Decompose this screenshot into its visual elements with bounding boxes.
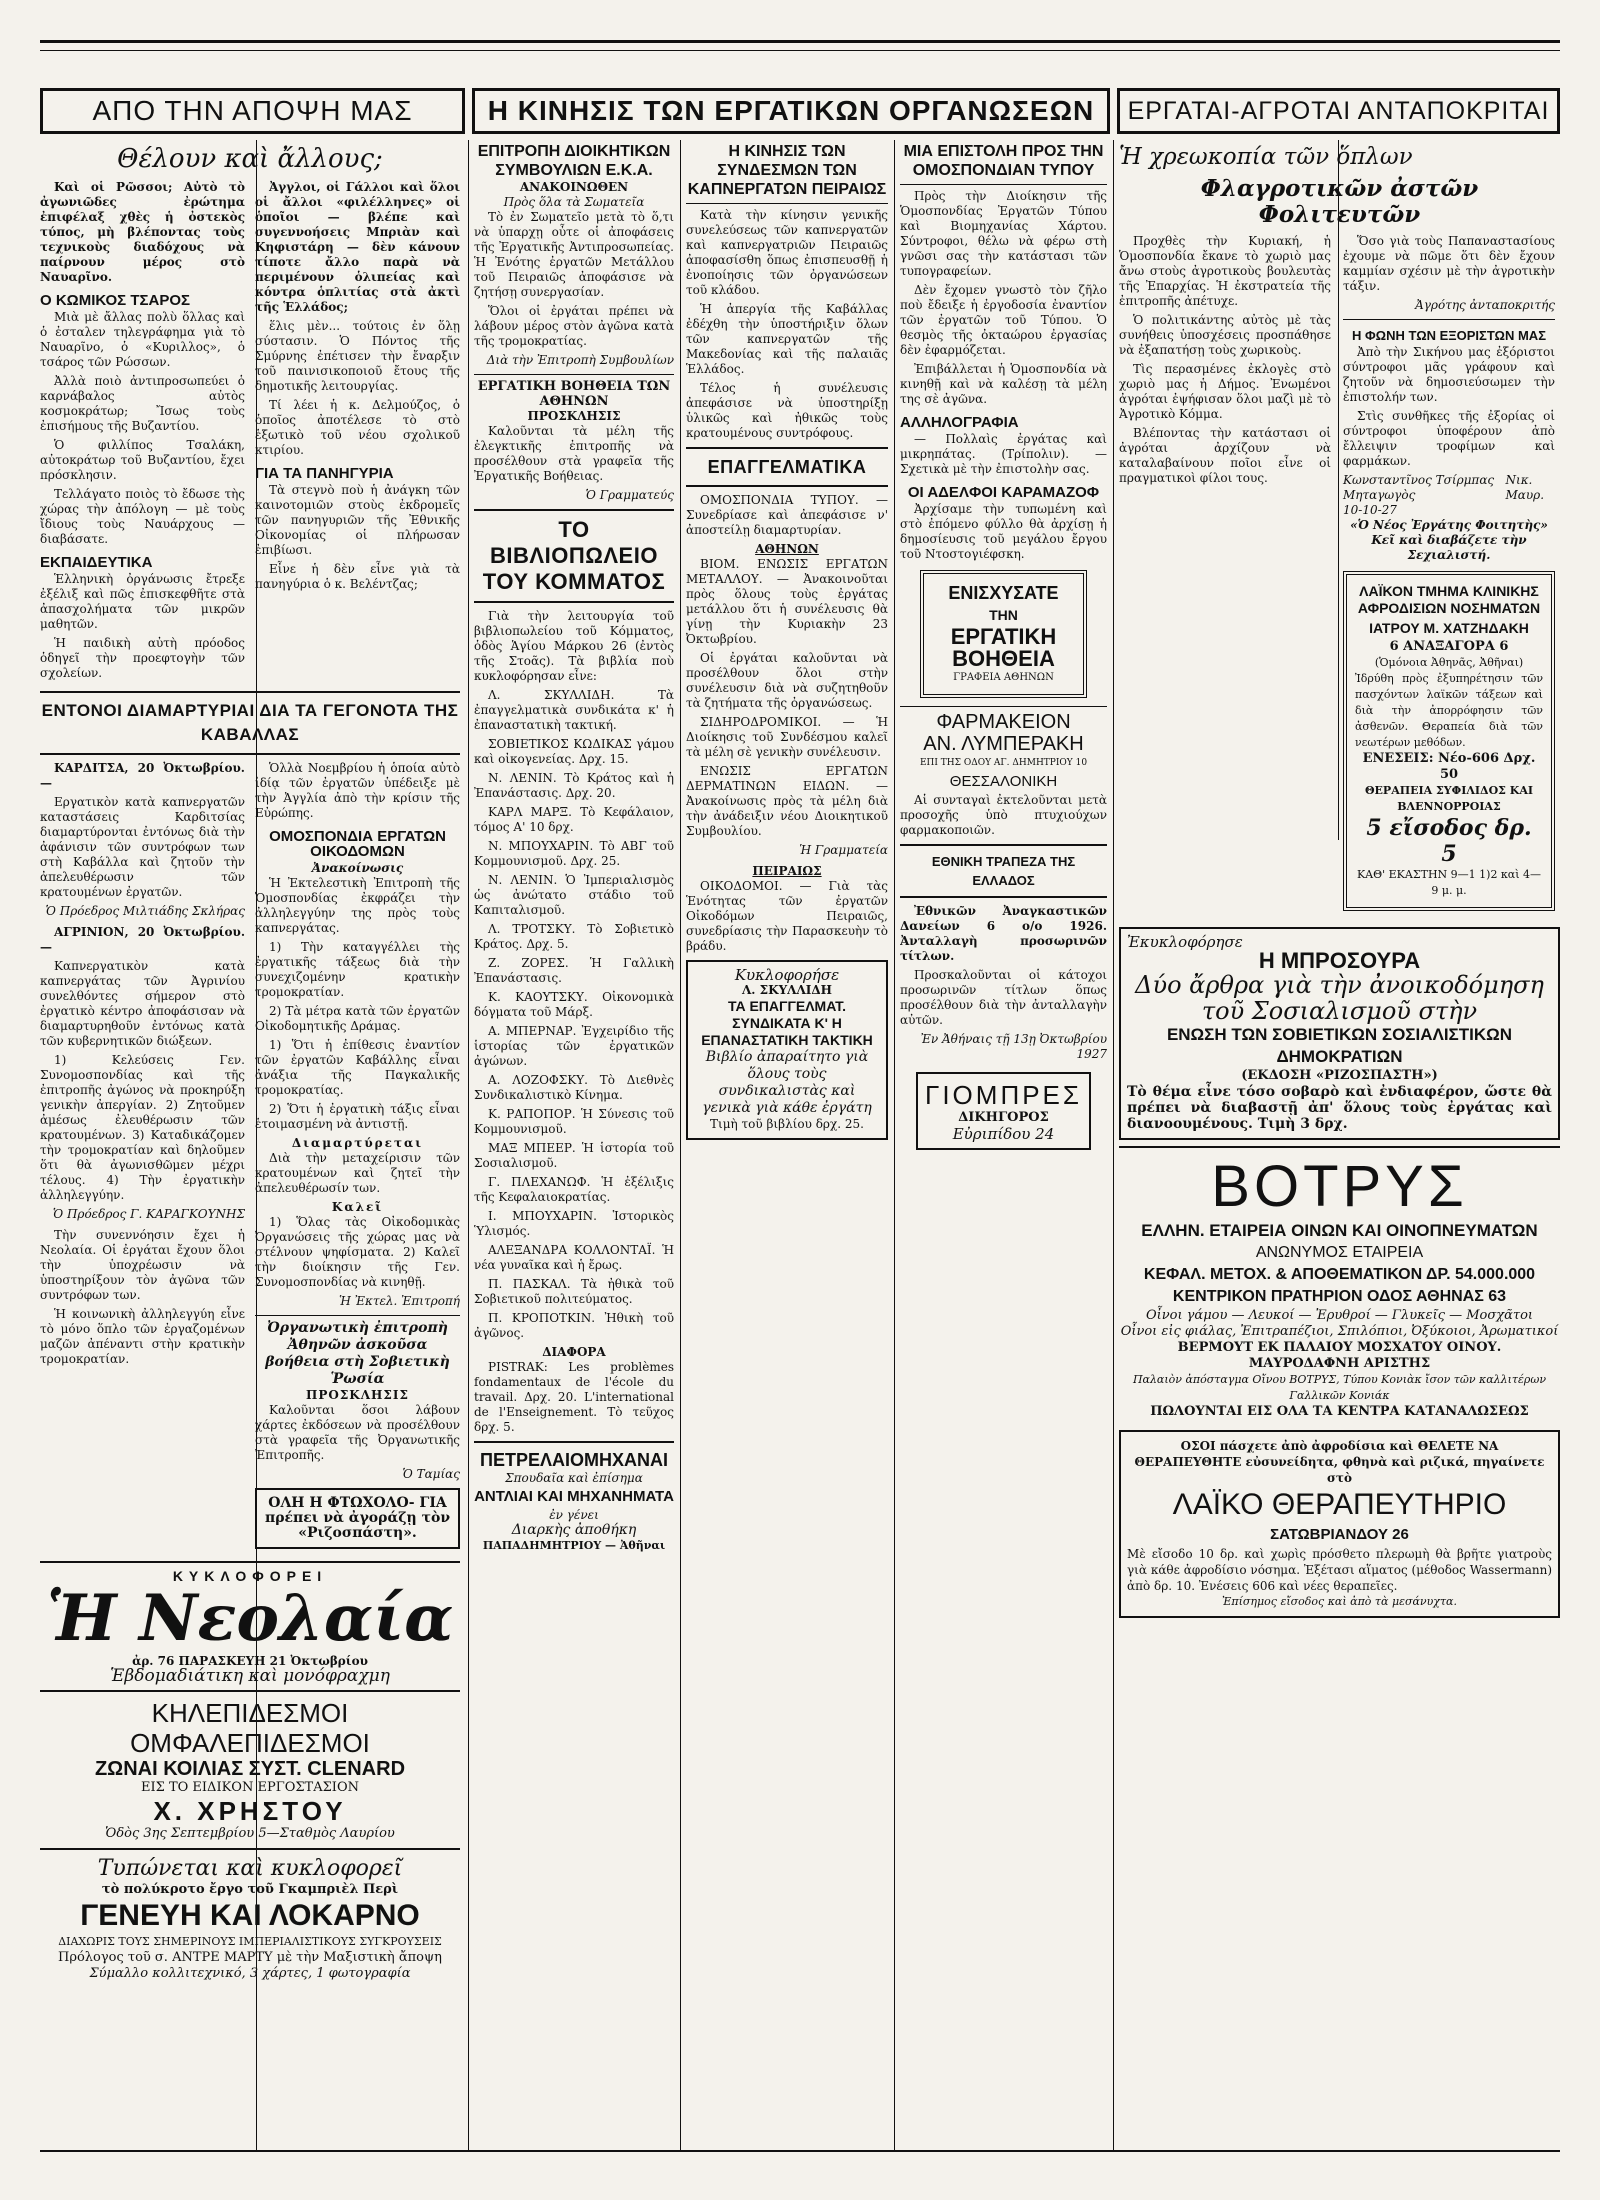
ad-line: τοῦ Σοσιαλισμοῦ στὴν [1201, 997, 1478, 1025]
book-entry: Γ. ΠΛΕΧΑΝΩΦ. Ἡ ἐξέλιξις τῆς Κεφαλαιοκρατίας. [474, 1175, 674, 1204]
column-rule [1113, 140, 1114, 2150]
dateline: ΑΓΡΙΝΙΟΝ, 20 Ὀκτωβρίου. — [40, 925, 245, 954]
book-entry: ΑΛΕΞΑΝΔΡΑ ΚΟΛΛΟΝΤΑΪ. Ἡ νέα γυναῖκα καὶ ἡ ἔρως. [474, 1243, 674, 1272]
ad-line: Κυκλοφορήσε [734, 966, 840, 984]
divider [900, 896, 1107, 898]
top-rule-thin [40, 50, 1560, 51]
article-paragraph: 1) Τὴν καταγγέλλει τὴς ἐργατικῆς τάξεως διὰ τὴν συνεχιζομένην κρατικὴν τρομοκρατίαν. [255, 940, 460, 999]
divider [686, 203, 888, 204]
subheading: ΕΡΓΑΤΙΚΗ ΒΟΗΘΕΙΑ ΤΩΝ ΑΘΗΝΩΝ [477, 379, 671, 409]
bottom-rule [40, 2150, 1560, 2152]
ad-line: Τιμὴ τοῦ βιβλίου δρχ. 25. [710, 1117, 864, 1131]
article-paragraph: Εργατικὸν κατὰ καπνεργατῶν καταστάσεις Καρδιτσίας διαμαρτύρονται ἐντόνως διὰ τὴν ἀφάνισιν τῶν συντρόφων των στὴ Καβάλλα καὶ ζητοῦν τὴν ἀπελευθέρωσιν τῶν κρατουμένων ἐργατῶν. [40, 795, 245, 899]
ad-line: τὸ πολύκροτο ἔργο τοῦ Γκαμπριὲλ Περὶ [101, 1882, 399, 1897]
divider [1119, 1146, 1560, 1148]
section-heading: ΟΙ ΑΔΕΛΦΟΙ ΚΑΡΑΜΑΖΟΦ [907, 484, 1100, 501]
article-paragraph: ΕΝΩΣΙΣ ΕΡΓΑΤΩΝ ΔΕΡΜΑΤΙΝΩΝ ΕΙΔΩΝ. — Ἀνακοίνωσις πρὸς τὰ μέλη διὰ τὴν ἀνάδειξιν νέου Διοικητικοῦ Συμβουλίου. [686, 764, 888, 838]
column-3 [474, 142, 674, 2142]
article-paragraph: Κατὰ τὴν κίνησιν γενικῆς συνελεύσεως τῶν καπνεργατῶν καὶ καπνεργατριῶν Πειραιῶς ἀποφασίσθη ὅπως ἐπισπευσθῇ ἡ ἐνοποίησις τῶν ὀργανώσεων τοῦ κλάδου. [686, 208, 888, 297]
ad-line: ΠΑΠΑΔΗΜΗΤΡΙΟΥ — Ἀθῆναι [482, 1539, 666, 1552]
ad-line: 5 εἴσοδος δρ. 5 [1366, 815, 1532, 867]
article-paragraph: Ἡ παιδικὴ αὐτὴ πρόοδος ὁδηγεῖ τὴν προεφτογὴν τῶν σχολείων. [40, 636, 245, 680]
ad-line: ΟΜΦΑΛΕΠΙΔΕΣΜΟΙ [130, 1728, 370, 1758]
article-paragraph: Μιὰ μὲ ἄλλας πολὺ ὅλλας καὶ ὁ ἐσταλεν τηλεγράφημα γιὰ τὸ Ναυαρῖνο, ὁ «Κυριλλος», ὁ τσάρος τῶν Ρώσσων. [40, 310, 245, 369]
ad-line: ΛΑΪΚΟ ΘΕΡΑΠΕΥΤΗΡΙΟ [1172, 1488, 1507, 1521]
section-heading: ΑΛΛΗΛΟΓΡΑΦΙΑ [900, 414, 1019, 431]
article-paragraph: Τὸ ἐν Σωματεῖο μετὰ τὸ ὅ,τι νὰ ὑπαρχῃ οὖτε οἱ ἀποφάσεις τῆς Ἐργατικῆς Ἀντιπροσωπείας. Ἡ Ἐνότης ἐργατῶν Μετάλλου τοῦ Πειραιῶς ἀποφάσισε νὰ ζητήσῃ συνεργασίαν. [474, 210, 674, 299]
ad-line: Μὲ εἴσοδο 10 δρ. καὶ χωρὶς πρόσθετο πλερωμὴ θὰ βρῆτε γιατροὺς γιὰ κάθε ἀφροδίσιο νόσημα. Ἐξέτασι αἵματος (μέθοδος Wassermann) ἀπὸ δρ. 10. Ἐνέσεις 606 καὶ νέες θεραπεῖες. [1127, 1547, 1552, 1593]
divider [900, 844, 1107, 846]
two-col-block [40, 761, 460, 1555]
ad-line: ἐν γένει [549, 1508, 599, 1522]
divider [474, 374, 674, 375]
article-paragraph: Ὁ φιλλίπος Τσαλάκη, αὐτοκράτωρ τοῦ Βυζαντίου, ἔχει πρόσκλησιν. [40, 438, 245, 482]
article-paragraph: Τὰ στεγνὸ ποὺ ἡ ἀνάγκη τῶν καινοτομιῶν στοὺς ἐκδρομεῖς τῶν πανηγυριῶν τῆς Ἐθνικῆς Οἰκονομίας οἱ πλήρωσαν ἐπιβίωσι. [255, 483, 460, 557]
divider [474, 601, 674, 603]
article-paragraph: Ἡ κοινωνικὴ ἀλληλεγγύη εἶνε τὸ μόνο ὅπλο τῶν ἐργαζομένων μαζῶν ἀπέναντι στὴν κρατικὴν τρομοκρατίαν. [40, 1307, 245, 1366]
banner-right [1117, 88, 1560, 134]
article-paragraph: PISTRAK: Les problèmes fondamentaux de l'école du travail. Δρχ. 20. L'international de l'Enseignement. Τὸ τεῦχος δρχ. 5. [474, 1360, 674, 1434]
article-paragraph: Τὴν συνεννόησιν ἔχει ἡ Νεολαία. Οἱ ἐργάται ἔχουν ὅλοι τὴν ὑποχρέωσιν νὰ ὑποστηρίξουν τὸν ἀγῶνα τῶν συντρόφων των. [40, 1228, 245, 1302]
divider [474, 1441, 674, 1443]
article-paragraph: ΟΙΚΟΔΟΜΟΙ. — Γιὰ τὰς Ἑνότητας τῶν ἐργατῶν Οἰκοδόμων Πειραιῶς, συνεδρίασις τὴν Παρασκευὴν τὸ βράδυ. [686, 879, 888, 953]
ad-line: ΔΙΚΗΓΟΡΟΣ [958, 1110, 1049, 1125]
column-rule [468, 140, 469, 2150]
section-heading: ΕΚΠΑΙΔΕΥΤΙΚΑ [40, 554, 153, 571]
ad-line: ΦΑΡΜΑΚΕΙΟΝ [936, 711, 1071, 733]
section-heading: Η ΦΩΝΗ ΤΩΝ ΕΞΟΡΙΣΤΩΝ ΜΑΣ [1352, 328, 1546, 343]
ad-line: ΚΕΦΑΛ. ΜΕΤΟΧ. & ΑΠΟΘΕΜΑΤΙΚΟΝ ΔΡ. 54.000.000 [1143, 1266, 1536, 1283]
subheading: ΑΝΑΚΟΙΝΩΘΕΝ [519, 180, 629, 194]
article-paragraph: Διὰ τὴν μεταχείρισιν τῶν κρατουμένων καὶ ζητεῖ τὴν ἀπελευθέρωσίν των. [255, 1151, 460, 1195]
divider [686, 485, 888, 487]
subheading: Ἀνακοίνωσις [311, 861, 404, 875]
ad-line: Διαρκὴς ἀποθήκη [511, 1522, 637, 1538]
divider [900, 706, 1107, 707]
ad-line: Εὐριπίδου 24 [952, 1125, 1055, 1143]
two-col-block [1119, 234, 1560, 919]
divider [40, 1561, 460, 1563]
banner-left [40, 88, 465, 134]
ad-line: Χ. ΧΡΗΣΤΟΥ [153, 1796, 347, 1826]
ad-line: ΚΕΝΤΡΙΚΟΝ ΠΡΑΤΗΡΙΟΝ ΟΔΟΣ ΑΘΗΝΑΣ 63 [1172, 1288, 1507, 1305]
ad-line: ΚΗΛΕΠΙΔΕΣΜΟΙ [151, 1698, 349, 1728]
ad-line: Παλαιὸν ἀπόσταγμα Οἴνου ΒΟΤΡΥΣ, Τύπου Κονιὰκ ἴσον τῶν καλλιτέρων Γαλλικῶν Κονιάκ [1132, 1373, 1547, 1402]
left-section [40, 142, 460, 2142]
headline: ΕΠΑΓΓΕΛΜΑΤΙΚΑ [707, 457, 867, 477]
article-paragraph: 1) Κελεύσεις Γεν. Συνομοσπονδίας καὶ τῆς ἐπιτροπῆς ἀγώνος νὰ προκηρύξη γενικὴν ἀπεργίαν. 2) Ζητοῦμεν ἀμέσως ἐλευθέρωσιν τῶν κρατουμένων. 3) Καταδικάζομεν τὴν τρομοκρατίαν καὶ δηλοῦμεν ὅτι θὰ ἀγωνισθῶμεν μέχρι τέλους. 4) Τὴν ἐργατικὴν ἀλληλεγγύην. [40, 1053, 245, 1202]
column-rule [894, 140, 895, 2150]
signature-row [1343, 473, 1555, 503]
article-paragraph: Ἀπὸ τὴν Σικήνου μας ἐξόριστοι σύντροφοι μᾶς γράφουν καὶ ζητοῦν νὰ δημοσιεύσωμεν τὴν ἐπιστολήν των. [1343, 345, 1555, 404]
ad-line: ΘΕΡΑΠΕΙΑ ΣΥΦΙΛΙΔΟΣ ΚΑΙ ΒΛΕΝΝΟΡΡΟΙΑΣ [1364, 784, 1534, 813]
article-paragraph: Ἑλληνικὴ ὀργάνωσις ἔτρεξε ἐξέλιξ καὶ πῶς ἐπισκεφθῆτε στὰ ἀπασχολήματα τῶν μικρῶν μαθητῶν. [40, 572, 245, 631]
banner-center [472, 88, 1110, 134]
signature: Ὁ Γραμματεύς [585, 488, 674, 502]
article-paragraph: Τελλάγατο ποιὸς τὸ ἔδωσε τὴς χώρας τὴν ἀπόλογη — μὲ τοὺς ἴδιους τοὺς Ναυάρχους — διαβάσατε. [40, 487, 245, 546]
ad-line: ΑΝΤΛΙΑΙ ΚΑΙ ΜΗΧΑΝΗΜΑΤΑ [474, 1488, 674, 1505]
section-heading: ΟΜΟΣΠΟΝΔΙΑ ΕΡΓΑΤΩΝ ΟΙΚΟΔΟΜΩΝ [269, 828, 446, 860]
article-paragraph: Προσκαλοῦνται οἱ κάτοχοι προσωρινῶν τίτλων ὅπως προσέλθουν διὰ τὴν ἀνταλλαγὴν αὐτῶν. [900, 968, 1107, 1027]
ad-line: ΠΕΤΡΕΛΑΙΟΜΗΧΑΝΑΙ [479, 1450, 668, 1470]
ad-line: ΖΩΝΑΙ ΚΟΙΛΙΑΣ ΣΥΣΤ. CLENARD [94, 1758, 406, 1780]
section-heading: ΕΠΙΤΡΟΠΗ ΔΙΟΙΚΗΤΙΚΩΝ ΣΥΜΒΟΥΛΙΩΝ Ε.Κ.Α. [477, 143, 671, 179]
signature: «Ὁ Νέος Ἐργάτης Φοιτητὴς» [1350, 518, 1548, 532]
divider [900, 184, 1107, 185]
ad-line: ΔΙΑΧΩΡΙΣ ΤΟΥΣ ΣΗΜΕΡΙΝΟΥΣ ΙΜΠΕΡΙΑΛΙΣΤΙΚΟΥΣ ΣΥΓΚΡΟΥΣΕΙΣ [58, 1935, 442, 1948]
ad-line: Ἐκυκλοφόρησε [1127, 933, 1243, 951]
ad-line: Βιβλίο ἀπαραίτητο γιὰ ὅλους τοὺς συνδικαλιστὰς καὶ γενικὰ γιὰ κάθε ἐργάτη [702, 1049, 872, 1116]
ad-line: (Ὁμόνοια Ἀθηνᾶς, Ἀθῆναι) [1374, 656, 1524, 669]
book-entry: Ζ. ΖΟΡΕΣ. Ἡ Γαλλικὴ Ἐπανάστασις. [474, 956, 674, 985]
article-paragraph: Ἡ Ἐκτελεστικὴ Ἐπιτροπὴ τῆς Ὁμοσπονδίας ἐκφράζει τὴν ἀλληλεγγύην της πρὸς τοὺς καπνεργάτας. [255, 876, 460, 935]
ad-line: Οἶνοι γάμου — Λευκοί — Ἐρυθροί — Γλυκεῖς — Μοσχᾶτοι [1145, 1308, 1534, 1323]
article-paragraph: Τὶς περασμένες ἐκλογὲς στὸ χωριὸ μας ἡ Δήμος. Ἐνωμένοι ἀγρόται ἐψήφισαν ὅλοι μαζὶ μὲ τὸ Ἀγροτικὸ Κόμμα. [1119, 362, 1331, 421]
ad-line: ΤΗΝ [989, 607, 1018, 623]
article-paragraph: Ἀλλὰ ποιὸ ἀντιπροσωπεύει ὁ καρνάβαλος αὐτὸς κοσμοκράτωρ; Ἴσως τοὺς ἐπισήμους τῆς Βυζαντίου. [40, 374, 245, 433]
divider [40, 1848, 460, 1850]
ad-line: (ΕΚΔΟΣΗ «ΡΙΖΟΣΠΑΣΤΗ») [1241, 1068, 1438, 1083]
date-line: 10-10-27 [1343, 503, 1397, 517]
votrys-wordmark: ΒΟΤΡΥΣ [1211, 1154, 1468, 1219]
book-entry: Ν. ΛΕΝΙΝ. Ὁ Ἰμπεριαλισμὸς ὡς ἀνώτατο στάδιο τοῦ Καπιταλισμοῦ. [474, 873, 674, 917]
ad-line: ΜΑΥΡΟΔΑΦΝΗ ΑΡΙΣΤΗΣ [1248, 1356, 1431, 1371]
article-paragraph: Προχθὲς τὴν Κυριακή, ἡ Ὁμοσπονδία ἔκανε τὸ χωριὸ μας ἄνω στοὺς ἀγροτικοὺς βουλευτὰς τῆς Ἐπαρχίας. Ἡ ἐκστρατεία τῆς ἐπιτροπῆς ἀπέτυχε. [1119, 234, 1331, 308]
article-paragraph: Καλοῦνται τὰ μέλη τῆς ἐλεγκτικῆς ἐπιτροπῆς νὰ προσέλθουν στὰ γραφεῖα τῆς Ἐργατικῆς Βοήθειας. [474, 424, 674, 483]
book-title: ΓΕΝΕΥΗ ΚΑΙ ΛΟΚΑΡΝΟ [80, 1899, 420, 1932]
column-4 [686, 142, 888, 2142]
article-paragraph: Στὶς συνθῆκες τῆς ἐξορίας οἱ σύντροφοι ὑποφέρουν ἀπὸ ἔλλειψιν τροφίμων καὶ φαρμάκων. [1343, 409, 1555, 468]
issue-date: ἀρ. 76 ΠΑΡΑΣΚΕΥΗ 21 Ὀκτωβρίου [132, 1654, 368, 1668]
book-entry: Κ. ΡΑΠΟΠΟΡ. Ἡ Σύνεσις τοῦ Κομμουνισμοῦ. [474, 1107, 674, 1136]
ad-line: Σπουδαῖα καὶ ἐπίσημα [505, 1471, 643, 1485]
article-title: Φλαγροτικῶν ἀστῶν Φολιτευτῶν [1200, 175, 1479, 228]
ad-line: ΓΡΑΦΕΙΑ ΑΘΗΝΩΝ [953, 672, 1054, 683]
book-entry: Α. ΛΟΖΟΦΣΚΥ. Τὸ Διεθνὲς Συνδικαλιστικὸ Κίνημα. [474, 1073, 674, 1102]
signature: Ὁ Πρόεδρος Γ. ΚΑΡΑΓΚΟΥΝΗΣ [52, 1207, 245, 1221]
clinic-ad [1343, 571, 1555, 911]
section-heading: ΜΙΑ ΕΠΙΣΤΟΛΗ ΠΡΟΣ ΤΗΝ ΟΜΟΣΠΟΝΔΙΑΝ ΤΥΠΟΥ [903, 143, 1104, 179]
article-paragraph: Ὁ πολιτικάντης αὐτὸς μὲ τὰς συνήθεις ὑποσχέσεις προσπάθησε νὰ ἐξαπατήσῃ τοὺς χωρικοὺς. [1119, 313, 1331, 357]
article-paragraph: Ἐπιβάλλεται ἡ Ὁμοσπονδία νὰ κινηθῇ καὶ νὰ καλέσῃ τὰ μέλη της σὲ ἀγῶνα. [900, 362, 1107, 406]
book-entry: ΚΑΡΛ ΜΑΡΞ. Τὸ Κεφάλαιον, τόμος Α' 10 δρχ. [474, 805, 674, 834]
signature: Ὁ Πρόεδρος Μιλτιάδης Σκλήρας [45, 904, 245, 918]
subheading: ΑΘΗΝΩΝ [755, 542, 819, 556]
article-paragraph: Γιὰ τὴν λειτουργία τοῦ βιβλιοπωλείου τοῦ Κόμματος, ὁδὸς Ἁγίου Μάρκου 26 (ἐντὸς τῆς Στοᾶς). Τὰ βιβλία ποὺ κυκλοφόρησαν εἶνε: [474, 609, 674, 683]
subheading: ΔΙΑΦΟΡΑ [542, 1345, 606, 1359]
neolaia-masthead: Ἡ Νεολαία [46, 1581, 454, 1656]
article-paragraph: Ὁλλὰ Νοεμβρίου ἡ ὁποία αὐτὸ ἰδίᾳ τῶν ἐργατῶν ὑπέδειξε μὲ τὴν Ἀγγλία ἀπὸ τὴν κρίσιν τῆς Εὐρώπης. [255, 761, 460, 820]
ad-line: Σύμαλλο κολλιτεχνικό, 3 χάρτες, 1 φωτογραφία [89, 1966, 411, 1981]
subheading: Καλεῖ [331, 1200, 384, 1214]
issue-subtitle: Ἑβδομαδιάτικη καὶ μονόφραχμη [110, 1666, 390, 1686]
brochure-ad [1119, 927, 1560, 1140]
book-ad-box [686, 960, 888, 1140]
ad-line: Πρόλογος τοῦ σ. ΑΝΤΡΕ ΜΑΡΤΥ μὲ τὴν Μαξιστικὴ ἄποψη [58, 1950, 442, 1965]
article-paragraph: Αἱ συνταγαὶ ἐκτελοῦνται μετὰ προσοχῆς ὑπὸ πτυχιούχων φαρμακοποιῶν. [900, 793, 1107, 837]
lawyer-box [916, 1072, 1091, 1150]
article-title: Ἡ χρεωκοπία τῶν ὅπλων [1119, 144, 1413, 170]
article-title: Θέλουν καὶ ἄλλους; [117, 144, 383, 174]
book-entry: Π. ΚΡΟΠΟΤΚΙΝ. Ἠθικὴ τοῦ ἀγῶνος. [474, 1311, 674, 1340]
ad-line: Τὸ θέμα εἶνε τόσο σοβαρὸ καὶ ἐνδιαφέρον, ὥστε θὰ πρέπει νὰ διαβαστῇ ἀπ' ὅλους τοὺς ἐργάτας καὶ διανοουμένους. Τιμὴ 3 δρχ. [1127, 1084, 1552, 1132]
article-paragraph: Καλοῦνται ὅσοι λάβουν χάρτες ἐκδόσεων νὰ προσέλθουν στὰ γραφεῖα τῆς Ὀργανωτικῆς Ἐπιτροπῆς. [255, 1403, 460, 1462]
date-line: Ἐν Ἀθήναις τῇ 13ῃ Ὀκτωβρίου 1927 [920, 1032, 1107, 1061]
article-paragraph: Δὲν ἔχομεν γνωστὸ τὸν ζῆλο ποὺ ἔδειξε ἡ ἐργοδοσία ἐναντίον τῶν ἐργατῶν τοῦ Τύπου. Ὁ θεσμὸς τῆς ὀκταώρου ἐργασίας δὲν ἐφαρμόζεται. [900, 283, 1107, 357]
article-paragraph: 2) Τὰ μέτρα κατὰ τῶν ἐργατῶν Οἰκοδομητικῆς Δράμας. [255, 1004, 460, 1033]
article-paragraph: Πρὸς τὴν Διοίκησιν τῆς Ὁμοσπονδίας Ἐργατῶν Τύπου καὶ Βιομηχανίας Χάρτου. Σύντροφοι, θέλω νὰ φέρω στὴ γνῶσι σας τὴν κατάστασι τῶν τυπογραφείων. [900, 189, 1107, 278]
article-paragraph: ἕλις μὲν... τούτοις ἐν ὅλῃ σύστασιν. Ὁ Πόντος τῆς Σμύρνης ἐπέτισεν τὴν ἔναρξιν τοῦ παινισικοποιοῦ ἔτους τῆς δημοτικῆς λειτουργίας. [255, 319, 460, 393]
headline: ΤΟ ΒΙΒΛΙΟΠΩΛΕΙΟ ΤΟΥ ΚΟΜΜΑΤΟΣ [482, 517, 666, 594]
two-col-block [40, 180, 460, 685]
signature: Ἡ Ἐκτελ. Ἐπιτροπή [339, 1294, 460, 1308]
section-heading: ΕΘΝΙΚΗ ΤΡΑΠΕΖΑ ΤΗΣ ΕΛΛΑΔΟΣ [931, 854, 1076, 888]
article-paragraph: Βλέποντας τὴν κατάστασι οἱ ἀγρόται ἀρχίζουν νὰ καταλαβαίνουν ποῖοι εἶνε οἱ πραγματικοὶ φίλοι τους. [1119, 426, 1331, 485]
column-5 [900, 142, 1107, 2142]
article-paragraph: Οἱ ἐργάται καλοῦνται νὰ προσέλθουν ὅλοι στὴν συνέλευσιν διὰ νὰ συζητηθοῦν τὰ ζητήματα τῆς ὀργανώσεως. [686, 651, 888, 710]
signature: Ἡ Γραμματεία [799, 843, 888, 857]
right-section [1119, 142, 1560, 2142]
column-rule [680, 140, 681, 2150]
ad-line: ΚΑΘ' ΕΚΑΣΤΗΝ 9—1 1)2 καὶ 4—9 μ. μ. [1356, 868, 1542, 897]
ad-line: ΓΙΟΜΠΡΕΣ [925, 1080, 1082, 1110]
book-entry: Ι. ΜΠΟΥΧΑΡΙΝ. Ἱστορικὸς Ὑλισμός. [474, 1209, 674, 1238]
section-heading: Ο ΚΩΜΙΚΟΣ ΤΣΑΡΟΣ [40, 292, 191, 309]
ad-line: 6 ΑΝΑΞΑΓΟΡΑ 6 [1389, 639, 1509, 654]
article-paragraph: 1) Ὅλας τὰς Οἰκοδομικὰς Ὀργανώσεις τῆς χώρας μας νὰ στέλνουν ψηφίσματα. 2) Καλεῖ τὴν διοίκησιν τῆς Γεν. Συνομοσπονδίας νὰ κινηθῇ. [255, 1215, 460, 1289]
kykloforei-label: ΚΥΚΛΟΦΟΡΕΙ [172, 1568, 328, 1584]
ad-line: ΤΑ ΕΠΑΓΓΕΛΜΑΤ. ΣΥΝΔΙΚΑΤΑ Κ' Η ΕΠΑΝΑΣΤΑΤΙΚΗ ΤΑΚΤΙΚΗ [701, 998, 873, 1048]
ad-line: ΑΝΩΝΥΜΟΣ ΕΤΑΙΡΕΙΑ [1255, 1244, 1424, 1261]
signature: Ὁ Ταμίας [402, 1467, 460, 1481]
signature: Νικ. Μαυρ. [1505, 473, 1545, 502]
ad-line: ΕΝΕΣΕΙΣ: Νέο-606 Δρχ. 50 [1362, 751, 1536, 782]
ad-line: Ὁδὸς 3ης Σεπτεμβρίου 5—Σταθμὸς Λαυρίου [105, 1826, 395, 1841]
article-paragraph: Ἀρχίσαμε τὴν τυπωμένη καὶ στὸ ἐπόμενο φύλλο θὰ ἀρχίσῃ ἡ δημοσίευσις τοῦ μεγάλου ἔργου τοῦ Ντοστογιέφσκη. [900, 502, 1107, 561]
rizospastis-box: ΟΛΗ Η ΦΤΩΧΟΛΟ- ΓΙΑ πρέπει νὰ ἀγοράζῃ τὸν «Ριζοσπάστη». [255, 1488, 460, 1549]
ad-line: Τυπώνεται καὶ κυκλοφορεῖ [97, 1856, 403, 1881]
top-rule [40, 40, 1560, 43]
ad-line: ΣΑΤΩΒΡΙΑΝΔΟΥ 26 [1270, 1526, 1409, 1543]
article-paragraph: Ὅλοι οἱ ἐργάται πρέπει νὰ λάβουν μέρος στὸν ἀγῶνα κατὰ τῆς τρομοκρατίας. [474, 304, 674, 348]
ad-line: ΑΝ. ΛΥΜΠΕΡΑΚΗ [923, 733, 1084, 755]
signature: Κωνσταντῖνος Τσίρμπας Μηταγωγὸς [1343, 473, 1495, 502]
divider [686, 447, 888, 449]
signature: Κεῖ καὶ διαβάζετε τὴν Σεχιαλιστή. [1371, 533, 1527, 562]
article-paragraph: ΟΜΟΣΠΟΝΔΙΑ ΤΥΠΟΥ. — Συνεδρίασε καὶ ἀπεφάσισε ν' ἀποστείλῃ διαμαρτυρίαν. [686, 493, 888, 537]
article-paragraph: Καὶ οἱ Ρῶσσοι; Αὐτὸ τὸ ἀγωνιῶδες ἐρώτημα ἐπιφέλαξ χθὲς ἡ ὀστεκὸς τύπος, μὴ βλέποντας τοὺς τεχνικοὺς διαδόχους νὰ παίρνουν μέρος στὸ Ναυαρῖνο. [40, 180, 245, 284]
article-paragraph: 1) Ὅτι ἡ ἐπίθεσις ἐναντίον τῶν ἐργατῶν Καβάλλης εἶναι ἀνάξια τῆς Παγκαλικῆς τρομοκρατίας. [255, 1038, 460, 1097]
banner-left-text: ΑΠΟ ΤΗΝ ΑΠΟΨΗ ΜΑΣ [92, 95, 413, 126]
ad-line: Δύο ἄρθρα γιὰ τὴν ἀνοικοδόμηση [1135, 971, 1544, 999]
ad-line: Η ΜΠΡΟΣΟΥΡΑ [1258, 948, 1421, 973]
article-paragraph: Ὅσο γιὰ τοὺς Παπαναστασίους ἐχουμε νὰ πῶμε ὅτι δὲν ἔχουν καμμίαν σχέσιν μὲ τὴν ἀγροτικὴν τάξιν. [1343, 234, 1555, 293]
banner-center-text: Η ΚΙΝΗΣΙΣ ΤΩΝ ΕΡΓΑΤΙΚΩΝ ΟΡΓΑΝΩΣΕΩΝ [487, 95, 1095, 126]
article-paragraph: Τί λέει ἡ κ. Δελμούζος, ὁ ὁποῖος ἀποτέλεσε τὸ στὸ ἑξωτικὸ τοῦ νέου σχολικοῦ κτιρίου. [255, 398, 460, 457]
article-paragraph: Ἀγγλοι, οἱ Γάλλοι καὶ ὅλοι οἱ ἄλλοι «φιλέλληνες» οἱ ὁποῖοι — βλέπε καὶ συγεννοήσεις Μπριὰν καὶ Κηφιστάρη — δὲν κάνουν τίποτε ἄλλο παρὰ νὰ περιμένουν ὁλιπείας καὶ κόντρα ὁπλιτίας στὰ ἀκτὶ τῆς Ἑλλάδος; [255, 180, 460, 314]
article-paragraph: Καπνεργατικὸν κατὰ καπνεργάτας τῶν Ἀγρινίου συνελθόντες σήμερον στὸ ἐργατικὸ κέντρο ἀποφάσισαν νὰ διαμαρτυρηθοῦν ἐντόνως κατὰ τῶν κυβερνητικῶν διώξεων. [40, 959, 245, 1048]
book-entry: Π. ΠΑΣΚΑΛ. Τὰ ἠθικὰ τοῦ Σοβιετικοῦ πολιτεύματος. [474, 1277, 674, 1306]
divider [474, 509, 674, 511]
section-heading: ΓΙΑ ΤΑ ΠΑΝΗΓΥΡΙΑ [255, 465, 394, 482]
therapeutirio-ad [1119, 1430, 1560, 1618]
ad-line: ΙΑΤΡΟΥ Μ. ΧΑΤΖΗΔΑΚΗ [1369, 620, 1529, 636]
signature: Ἀγρότης ἀνταποκριτής [1415, 298, 1555, 312]
article-paragraph: 2) Ὅτι ἡ ἐργατικὴ τάξις εἶναι ἑτοιμασμένη νὰ ἀντιστῇ. [255, 1102, 460, 1131]
ad-line: ΕΙΣ ΤΟ ΕΙΔΙΚΟΝ ΕΡΓΟΣΤΑΣΙΟΝ [141, 1780, 359, 1795]
divider [40, 1690, 460, 1692]
book-entry: Κ. ΚΑΟΥΤΣΚΥ. Οἰκονομικὰ δόγματα τοῦ Μάρξ. [474, 990, 674, 1019]
ad-line: ΘΕΣΣΑΛΟΝΙΚΗ [949, 773, 1058, 790]
article-paragraph: Εἶνε ἡ δὲν εἶνε γιὰ τὰ πανηγύρια ὁ κ. Βελέντζας; [255, 562, 460, 591]
subheading: ΠΡΟΣΚΛΗΣΙΣ [306, 1388, 409, 1402]
divider [40, 753, 460, 755]
subheading: ΠΕΙΡΑΙΩΣ [752, 864, 822, 878]
ad-line: ΒΕΡΜΟΥΤ ΕΚ ΠΑΛΑΙΟΥ ΜΟΣΧΑΤΟΥ ΟΙΝΟΥ. [1177, 1340, 1502, 1355]
ad-line: ΕΡΓΑΤΙΚΗ [950, 624, 1057, 649]
book-entry: Α. ΜΠΕΡΝΑΡ. Ἐγχειρίδιο τῆς ἱστορίας τῶν ἐργατικῶν ἀγώνων. [474, 1024, 674, 1068]
ad-line: Ἐπίσημος εἴσοδος καὶ ἀπὸ τὰ μεσάνυχτα. [1222, 1595, 1457, 1608]
ad-line: ΒΟΗΘΕΙΑ [952, 646, 1055, 671]
divider [255, 1315, 460, 1316]
article-paragraph: — Πολλαὶς ἐργάτας καὶ μικρηπάτας. (Τρίπολιν). — Σχετικὰ μὲ τὴν ἐπιστολὴν σας. [900, 432, 1107, 476]
subheading: ΠΡΟΣΚΛΗΣΙΣ [527, 409, 621, 423]
book-entry: ΣΟΒΙΕΤΙΚΟΣ ΚΩΔΙΚΑΣ γάμου καὶ οἰκογενείας. Δρχ. 15. [474, 737, 674, 766]
headline: ΕΝΤΟΝΟΙ ΔΙΑΜΑΡΤΥΡΙΑΙ ΔΙΑ ΤΑ ΓΕΓΟΝΟΤΑ ΤΗΣ ΚΑΒΑΛΛΑΣ [41, 701, 459, 744]
book-entry: Ν. ΛΕΝΙΝ. Τὸ Κράτος καὶ ἡ Ἐπανάστασις. Δρχ. 20. [474, 771, 674, 800]
banner-right-text: ΕΡΓΑΤΑΙ-ΑΓΡΟΤΑΙ ΑΝΤΑΠΟΚΡΙΤΑΙ [1127, 96, 1550, 125]
book-entry: Ν. ΜΠΟΥΧΑΡΙΝ. Τὸ ΑΒΓ τοῦ Κομμουνισμοῦ. Δρχ. 25. [474, 839, 674, 868]
article-paragraph: Ἐθνικῶν Ἀναγκαστικῶν Δανείων 6 ο/ο 1926. Ἀνταλλαγὴ προσωρινῶν τίτλων. [900, 904, 1107, 963]
ad-line: ΕΛΛΗΝ. ΕΤΑΙΡΕΙΑ ΟΙΝΩΝ ΚΑΙ ΟΙΝΟΠΝΕΥΜΑΤΩΝ [1141, 1221, 1538, 1240]
ad-line: ΕΠΙ ΤΗΣ ΟΔΟΥ ΑΓ. ΔΗΜΗΤΡΙΟΥ 10 [919, 758, 1088, 768]
book-entry: ΜΑΞ ΜΠΕΕΡ. Ἡ ἱστορία τοῦ Σοσιαλισμοῦ. [474, 1141, 674, 1170]
subheading: Διαμαρτύρεται [291, 1136, 424, 1150]
article-paragraph: ΣΙΔΗΡΟΔΡΟΜΙΚΟΙ. — Ἡ Διοίκησις τοῦ Συνδέσμου καλεῖ τὰ μέλη σὲ γενικὴν συνέλευσιν. [686, 715, 888, 759]
dateline: ΚΑΡΔΙΤΣΑ, 20 Ὀκτωβρίου. — [40, 761, 245, 790]
section-heading: Ὀργανωτικὴ ἐπιτροπὴ Ἀθηνῶν ἀσκοῦσα βοήθεια στὴ Σοβιετικὴ Ῥωσία [265, 1320, 450, 1387]
divider [40, 691, 460, 693]
ad-line: Οἶνοι εἰς φιάλας, Ἐπιτραπέζιοι, Σπιλόπιοι, Ὀξύκοιοι, Ἀρωματικοί [1120, 1324, 1559, 1339]
article-paragraph: ΒΙΟΜ. ΕΝΩΣΙΣ ΕΡΓΑΤΩΝ ΜΕΤΑΛΛΟΥ. — Ἀνακοινοῦται πρὸς ὅλους τοὺς ἐργάτας μετάλλου ὅτι ἡ συνέλευσις θὰ γίνῃ τὴν Κυριακὴν 23 Ὀκτωβρίου. [686, 557, 888, 646]
ad-line: Ἰδρύθη πρὸς ἐξυπηρέτησιν τῶν πασχόντων λαϊκῶν τάξεων καὶ διὰ τὴν ἀπορρόφησιν τῶν ἀσθενῶν. Θεραπεία διὰ τῶν νεωτέρων μεθόδων. [1355, 672, 1543, 749]
ad-line: ΛΑΪΚΟΝ ΤΜΗΜΑ ΚΛΙΝΙΚΗΣ ΑΦΡΟΔΙΣΙΩΝ ΝΟΣΗΜΑΤΩΝ [1357, 583, 1541, 616]
book-entry: Λ. ΣΚΥΛΛΙΔΗ. Τὰ ἐπαγγελματικὰ συνδικάτα κ' ἡ ἐπαναστατικὴ τακτική. [474, 688, 674, 732]
ad-line: ΕΝΙΣΧΥΣΑΤΕ [948, 583, 1059, 603]
article-paragraph: Ἡ ἀπεργία τῆς Καβάλλας ἐδέχθη τὴν ὑποστήριξιν ὅλων τῶν καπνεργατῶν τῆς Μακεδονίας καὶ τῆς παλαιᾶς Ἑλλάδος. [686, 302, 888, 376]
subheading: Πρὸς ὅλα τὰ Σωματεῖα [503, 195, 645, 209]
divider [1343, 319, 1555, 320]
ad-line: ΕΝΩΣΗ ΤΩΝ ΣΟΒΙΕΤΙΚΩΝ ΣΟΣΙΑΛΙΣΤΙΚΩΝ ΔΗΜΟΚΡΑΤΙΩΝ [1166, 1025, 1513, 1066]
ad-line: ΠΩΛΟΥΝΤΑΙ ΕΙΣ ΟΛΑ ΤΑ ΚΕΝΤΡΑ ΚΑΤΑΝΑΛΩΣΕΩΣ [1150, 1404, 1529, 1419]
ad-line: ΟΣΟΙ πάσχετε ἀπὸ ἀφροδίσια καὶ ΘΕΛΕΤΕ ΝΑ ΘΕΡΑΠΕΥΘΗΤΕ εὐσυνείδητα, φθηνὰ καὶ ριζικά, πηγαίνετε στὸ [1134, 1439, 1545, 1485]
signature: Διὰ τὴν Ἐπιτροπὴ Συμβουλίων [486, 353, 674, 367]
section-heading: Η ΚΙΝΗΣΙΣ ΤΩΝ ΣΥΝΔΕΣΜΩΝ ΤΩΝ ΚΑΠΝΕΡΓΑΤΩΝ ΠΕΙΡΑΙΩΣ [687, 143, 887, 198]
ergatiki-voitheia-box [920, 570, 1087, 698]
book-entry: Λ. ΤΡΟΤΣΚΥ. Τὸ Σοβιετικὸ Κράτος. Δρχ. 5. [474, 922, 674, 951]
ad-line: Λ. ΣΚΥΛΛΙΔΗ [741, 983, 833, 997]
article-paragraph: Τέλος ἡ συνέλευσις ἀπεφάσισε νὰ ὑποστηρίξῃ ὑλικῶς καὶ ἠθικῶς τοὺς κρατουμένους συντρόφους. [686, 381, 888, 440]
